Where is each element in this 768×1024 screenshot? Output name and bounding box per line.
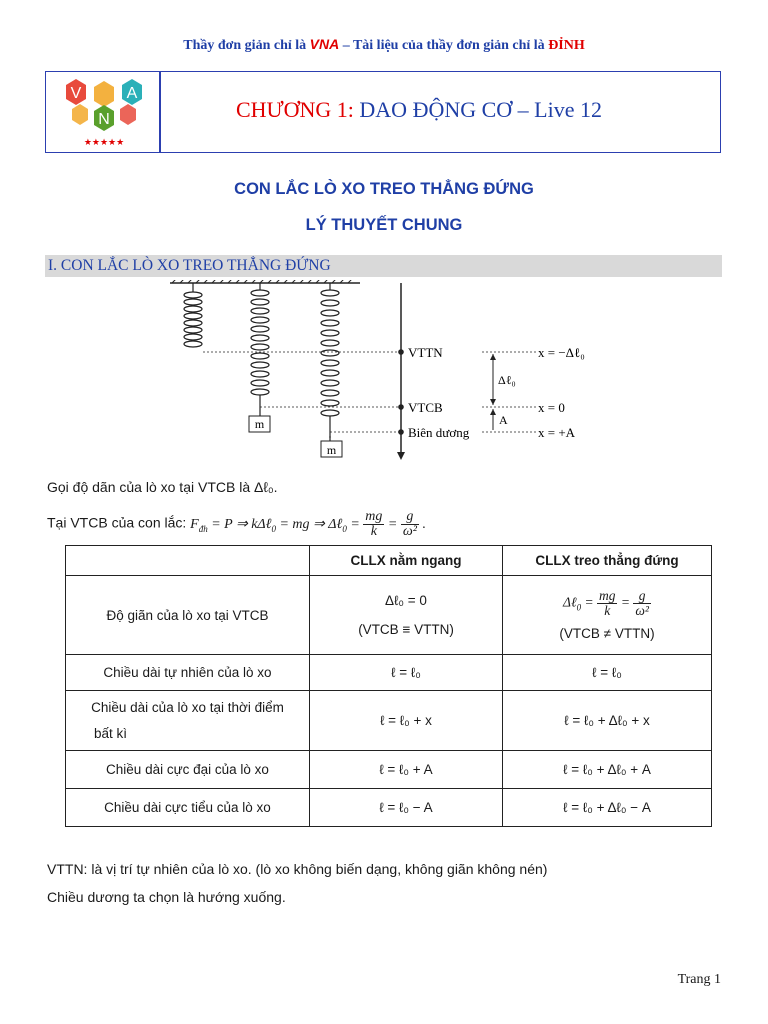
cell-horizontal (310, 576, 503, 655)
mass-label-2: m (326, 443, 337, 457)
label-A: A (499, 413, 508, 427)
table-row (66, 691, 712, 751)
table-row (66, 576, 712, 655)
label-vttn: VTTN (408, 345, 443, 360)
chapter-header (45, 71, 721, 153)
dot-vttn (398, 349, 404, 355)
paragraph-direction: Chiều dương ta chọn là hướng xuống. (47, 889, 286, 905)
row-label: Chiều dài của lò xo tại thời điểm bất kì (66, 691, 310, 751)
spring-stretched (321, 283, 339, 438)
section-heading (45, 255, 722, 277)
table-header-vertical: CLLX treo thẳng đứng (503, 546, 712, 576)
cell-vertical (503, 576, 712, 655)
row-label: Chiều dài cực đại của lò xo (66, 751, 310, 789)
table-row (66, 655, 712, 691)
logo-letter-a: A (126, 85, 138, 102)
paragraph-elongation: Gọi độ dãn của lò xo tại VTCB là Δℓ₀. (47, 479, 278, 495)
cell-vertical: ℓ = ℓ₀ (503, 655, 712, 691)
slogan-vna: VNA (309, 36, 340, 52)
cell-v-formula: Δℓ$_0$ = $\frac{mg}{k}$ = $\frac{g}{\text{ω²}}$ (563, 588, 649, 618)
mass-label-1: m (254, 417, 265, 431)
dot-bien (398, 429, 404, 435)
fraction-g-omega: $\frac{g}{\text{ω²}}$ (402, 509, 417, 539)
table-header-blank (66, 546, 310, 576)
top-slogan (0, 36, 768, 54)
fraction-mg-k: $\frac{mg}{k}$ (365, 509, 383, 539)
comparison-table (65, 545, 712, 827)
main-title: CON LẮC LÒ XO TREO THẲNG ĐỨNG (234, 180, 534, 198)
page-number: Trang 1 (677, 972, 721, 987)
spring-natural (184, 283, 202, 347)
sub-title: LÝ THUYẾT CHUNG (305, 216, 463, 234)
formula-lead: Tại VTCB của con lắc: (47, 514, 191, 531)
dot-vtcb (398, 404, 404, 410)
table-header-row (66, 546, 712, 576)
table-row (66, 751, 712, 789)
formula-expr: $F_{đh} = P$ ⇒ kΔℓ$_0$ = mg ⇒ Δℓ$_0$ = $\frac{mg}{k}$ = $\frac{g}{\text{ω²}}$ . (190, 509, 426, 539)
axis-arrow-head (397, 452, 405, 460)
logo-stars: ★★★★★ (83, 137, 125, 147)
table-header-horizontal: CLLX nằm ngang (310, 546, 503, 576)
table-row (66, 789, 712, 827)
row-label: Chiều dài tự nhiên của lò xo (66, 655, 310, 691)
row-label: Chiều dài cực tiểu của lò xo (66, 789, 310, 827)
label-dl0: Δℓ₀ (498, 373, 516, 387)
spring-diagram (160, 280, 620, 465)
header-divider (159, 72, 161, 152)
chapter-topic: DAO ĐỘNG CƠ – Live 12 (353, 97, 602, 122)
label-bien: Biên dương (408, 425, 470, 440)
cell-vertical: ℓ = ℓ₀ + Δℓ₀ + A (503, 751, 712, 789)
vna-logo (56, 76, 152, 148)
label-x-vtcb: x = 0 (538, 400, 565, 415)
cell-v-b: (VTCB ≠ VTTN) (559, 626, 655, 641)
label-x-vttn: x = −Δℓ₀ (538, 345, 585, 360)
cell-horizontal: ℓ = ℓ₀ − A (310, 789, 503, 827)
chapter-number: CHƯƠNG 1: (236, 97, 354, 122)
label-x-bien: x = +A (538, 425, 576, 440)
slogan-part2: – Tài liệu của thầy đơn giản chỉ là (339, 38, 549, 53)
cell-vertical: ℓ = ℓ₀ + Δℓ₀ − A (503, 789, 712, 827)
logo-letter-v: V (70, 85, 82, 102)
cell-h-b: (VTCB ≡ VTTN) (358, 622, 454, 637)
slogan-dinh: ĐỈNH (548, 38, 585, 53)
row-label: Độ giãn của lò xo tại VTCB (66, 576, 310, 655)
cell-vertical: ℓ = ℓ₀ + Δℓ₀ + x (503, 691, 712, 751)
spring-equilibrium (251, 283, 269, 407)
equilibrium-formula (47, 510, 426, 539)
label-vtcb: VTCB (408, 400, 443, 415)
logo-letter-n: N (98, 111, 110, 128)
cell-horizontal: ℓ = ℓ₀ (310, 655, 503, 691)
cell-h-a: Δℓ₀ = 0 (385, 593, 427, 608)
section-label: I. CON LẮC LÒ XO TREO THẲNG ĐỨNG (48, 257, 331, 274)
cell-horizontal: ℓ = ℓ₀ + x (310, 691, 503, 751)
slogan-part1: Thầy đơn giản chỉ là (183, 38, 310, 53)
paragraph-vttn: VTTN: là vị trí tự nhiên của lò xo. (lò xo không biến dạng, không giãn không nén) (47, 861, 548, 877)
chapter-title (236, 97, 602, 123)
cell-horizontal: ℓ = ℓ₀ + A (310, 751, 503, 789)
